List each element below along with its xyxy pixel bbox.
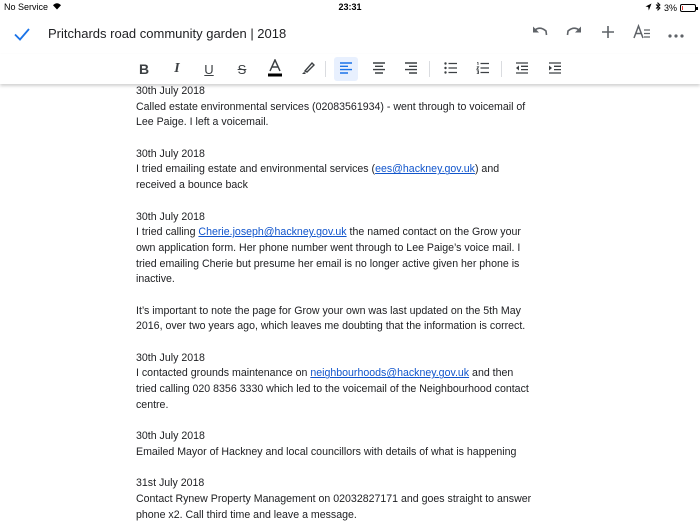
undo-icon <box>531 25 549 44</box>
align-center-button[interactable] <box>367 57 391 81</box>
underline-button[interactable] <box>197 57 221 81</box>
email-link[interactable]: Cherie.joseph@hackney.gov.uk <box>198 226 347 239</box>
bold-button[interactable] <box>132 57 156 81</box>
title-bar <box>0 14 700 54</box>
strikethrough-button[interactable] <box>230 57 254 81</box>
email-link[interactable]: ees@hackney.gov.uk <box>375 163 475 176</box>
toolbar-divider <box>325 61 326 77</box>
align-left-icon <box>339 62 353 77</box>
battery-percent: 3% <box>663 2 677 13</box>
email-link[interactable]: neighbourhoods@hackney.gov.uk <box>310 367 470 380</box>
italic-button[interactable] <box>165 57 189 81</box>
document-line: 30th July 2018 <box>136 210 205 223</box>
document-line: 31st July 2018 <box>136 477 205 490</box>
add-button[interactable] <box>596 22 620 46</box>
document-line: 30th July 2018 <box>136 147 205 160</box>
bluetooth-icon <box>655 2 661 13</box>
redo-button[interactable] <box>562 22 586 46</box>
done-button[interactable] <box>12 24 32 44</box>
toolbar-divider <box>501 61 502 77</box>
more-icon <box>668 25 684 43</box>
document-line: 30th July 2018 <box>136 351 205 364</box>
numbered-list-button[interactable] <box>471 57 495 81</box>
status-time: 23:31 <box>338 2 362 12</box>
battery-level <box>682 6 683 10</box>
align-right-button[interactable] <box>399 57 423 81</box>
underline-icon: U <box>204 61 214 77</box>
toolbar-divider <box>429 61 430 77</box>
align-right-icon <box>404 62 418 77</box>
highlighter-icon <box>300 60 316 79</box>
italic-icon: I <box>174 61 180 76</box>
document-text[interactable] <box>136 84 566 523</box>
bold-icon: B <box>138 61 150 77</box>
document-line: I tried calling Cherie.joseph@hackney.gov.uk the named contact on the Grow your <box>136 226 521 239</box>
document-line: Lee Paige. I left a voicemail. <box>136 116 269 129</box>
strikethrough-icon: S <box>237 61 247 77</box>
document-line: Emailed Mayor of Hackney and local councillors with details of what is happening <box>136 445 517 458</box>
paragraph-spacer <box>136 288 566 304</box>
battery-icon <box>680 4 696 12</box>
text-format-button[interactable] <box>630 22 654 46</box>
document-line: received a bounce back <box>136 179 248 192</box>
formatting-toolbar <box>0 54 700 84</box>
document-line: Contact Rynew Property Management on 02032827171 and goes straight to answer <box>136 492 532 505</box>
carrier-label: No Service <box>4 2 49 12</box>
document-line: 2016, over two years ago, which leaves me doubting that the information is correct. <box>136 320 526 333</box>
paragraph-spacer <box>136 461 566 477</box>
document-line: I tried emailing estate and environmental services (ees@hackney.gov.uk) and <box>136 163 500 176</box>
bulleted-list-button[interactable] <box>439 57 463 81</box>
location-icon <box>645 3 652 13</box>
document-line: tried calling 020 8356 3330 which led to the voicemail of the Neighbourhood contact <box>136 383 529 396</box>
document-line: 30th July 2018 <box>136 430 205 443</box>
highlight-button[interactable] <box>296 57 320 81</box>
document-line: centre. <box>136 398 169 411</box>
paragraph-spacer <box>136 413 566 429</box>
add-icon <box>601 25 615 44</box>
decrease-indent-icon <box>515 62 529 77</box>
paragraph-spacer <box>136 131 566 147</box>
align-center-icon <box>372 62 386 77</box>
increase-indent-icon <box>548 62 562 77</box>
document-line: It’s important to note the page for Grow your own was last updated on the 5th May <box>136 304 521 317</box>
document-line: inactive. <box>136 273 175 286</box>
document-line: tried emailing Cherie but presume her email is no longer active given her phone is <box>136 257 520 270</box>
bulleted-list-icon <box>444 62 458 77</box>
text-color-icon <box>267 59 283 80</box>
decrease-indent-button[interactable] <box>510 57 534 81</box>
redo-icon <box>565 25 583 44</box>
increase-indent-button[interactable] <box>543 57 567 81</box>
document-body[interactable] <box>0 84 700 525</box>
text-format-icon <box>633 24 651 45</box>
document-line: 30th July 2018 <box>136 85 205 97</box>
document-line: I contacted grounds maintenance on neighbourhoods@hackney.gov.uk and then <box>136 367 514 380</box>
numbered-list-icon <box>476 62 490 77</box>
status-bar <box>0 0 700 14</box>
document-line: Called estate environmental services (02083561934) - went through to voicemail of <box>136 100 526 113</box>
document-line: phone x2. Call third time and leave a message. <box>136 508 357 521</box>
document-title[interactable]: Pritchards road community garden | 2018 <box>48 26 287 41</box>
check-icon <box>12 31 32 48</box>
top-actions <box>528 22 688 46</box>
document-line: own application form. Her phone number went through to Lee Paige’s voice mail. I <box>136 241 521 254</box>
status-right <box>645 2 696 13</box>
more-button[interactable] <box>664 22 688 46</box>
text-color-button[interactable] <box>263 57 287 81</box>
undo-button[interactable] <box>528 22 552 46</box>
align-left-button[interactable] <box>334 57 358 81</box>
paragraph-spacer <box>136 194 566 210</box>
paragraph-spacer <box>136 335 566 351</box>
